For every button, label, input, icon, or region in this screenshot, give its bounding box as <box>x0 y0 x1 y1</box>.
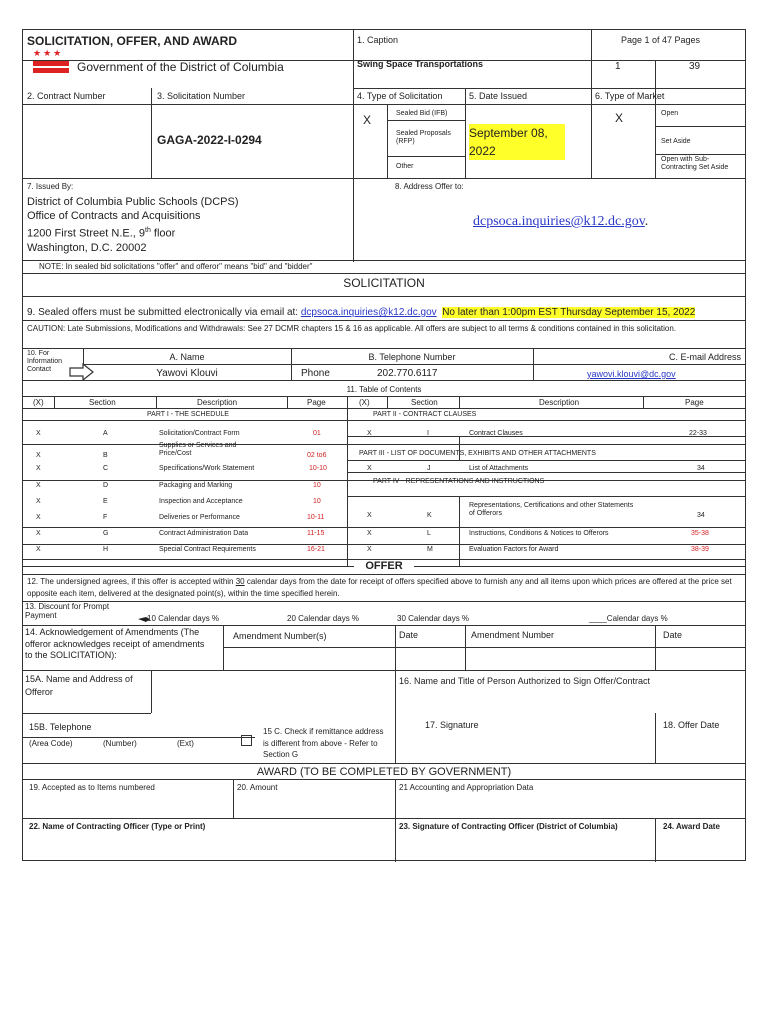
type-of-solicitation-label: 4. Type of Solicitation <box>357 91 443 101</box>
contact-phone: 202.770.6117 <box>377 368 438 379</box>
issued-by-line-4: Washington, D.C. 20002 <box>27 242 147 254</box>
toc-part-2: PART II - CONTRACT CLAUSES <box>373 411 477 418</box>
issued-by-label: 7. Issued By: <box>27 182 74 191</box>
name-column-head: A. Name <box>169 352 205 362</box>
issued-by-line-3: 1200 First Street N.E., 9th floor <box>27 227 176 240</box>
market-sub-contracting-option: Open with Sub-Contracting Set Aside <box>661 156 729 172</box>
contracting-officer-signature-label: 23. Signature of Contracting Officer (District of Columbia) <box>399 822 618 831</box>
accounting-data-label: 21 Accounting and Appropriation Data <box>399 783 534 792</box>
accepted-items-label: 19. Accepted as to Items numbered <box>29 783 155 792</box>
amendment-number-head: Amendment Number <box>471 630 555 640</box>
toc-part-3: PART III - LIST OF DOCUMENTS, EXHIBITS AND OTHER ATTACHMENTS <box>359 450 596 457</box>
toc-section-head-left: Section <box>89 398 116 407</box>
issued-by-line-2: Office of Contracts and Acquisitions <box>27 210 201 222</box>
dc-flag-icon: ★★★ <box>33 49 69 75</box>
date-issued-value: September 08, 2022 <box>469 124 565 160</box>
caption-value: Swing Space Transportations <box>357 59 484 69</box>
address-offer-email-link[interactable]: dcpsoca.inquiries@k12.dc.gov <box>473 214 645 229</box>
toc-description-head-left: Description <box>197 398 238 407</box>
type-of-market-label: 6. Type of Market <box>595 91 665 101</box>
toc-x-head-right: (X) <box>359 398 370 407</box>
ext-label: (Ext) <box>177 739 194 748</box>
caption-label: 1. Caption <box>357 35 399 45</box>
submission-email-link[interactable]: dcpsoca.inquiries@k12.dc.gov <box>300 307 437 318</box>
page-number-1: 1 <box>615 61 621 72</box>
toc-description-head-right: Description <box>539 398 580 407</box>
solicitation-number: GAGA-2022-I-0294 <box>157 133 262 147</box>
contact-email-link[interactable]: yawovi.klouvi@dc.gov <box>587 369 676 379</box>
page-number-2: 39 <box>689 61 701 72</box>
form-title: SOLICITATION, OFFER, AND AWARD <box>27 34 237 48</box>
government-name: Government of the District of Columbia <box>77 60 284 74</box>
amount-label: 20. Amount <box>237 783 278 792</box>
area-code-label: (Area Code) <box>29 739 73 748</box>
address-offer-label: 8. Address Offer to: <box>395 182 464 191</box>
open-market-checkmark: X <box>615 111 624 125</box>
remittance-label: 15 C. Check if remittance address is different from above - Refer to Section G <box>263 727 384 760</box>
solicitation-form: SOLICITATION, OFFER, AND AWARD ★★★ Government of the District of Columbia 1. Caption Swing Space Transportations Page 1 of 47 Pages 1 39 2. Contract Number 3. Solicitation Number GAGA-2022-I-0294 4. Type of Solicitation X Sealed Bid (IFB) Sealed Proposals (RFP) Other 5. Date Issued September 08, 2022 6. Type of Market X Open Set Aside Open with Sub-Contracting Set Aside 7. Issued By: District of Columbia Public Schools (DCPS) Office of Contracts and Acquisitions 1200 First Street N.E., 9th floor Washington, D.C. 20002 8. Address Offer to: dcpsoca.inquiries@k12.dc.gov. NOTE: In sealed bid solicitations "offer" and offeror" means "bid" and "bidder" SOLICITATION 9. Sealed offers must be submitted electronically via email at: dcpsoca.inquiries@k12.dc.gov No later than 1:00pm EST Thursday September 15, 2022 CAUTION: Late Submissions, Modifications and Withdrawals: See 27 DCMR chapters 15 & 16 as applicable. All offers are subject to all terms & conditions contained in this solicitation. 10. For Information Contact A. Name Yawovi Klouvi B. Telephone Number Phone 202.770.6117 C. E-mail Address yawovi.klouvi@dc.gov 11. Table of Contents (X) Section Description Page (X) Section Description Page PART I - THE SCHEDULE PART II - CONTRACT CLAUSES PART III - LIST OF DOCUMENTS, EXHIBITS AND OTHER ATTACHMENTS PART IV - REPRESENTATIONS AND INSTRUCTIONS X A Solicitation/Contract Form 01 X B Supplies or Services and Price/Cost 02 to6 X C Specifications/Work Statement 10-10 X D Packaging and Marking 10 X E Inspection and Acceptance 10 X F Deliveries or Performance 10-11 X G Contract Administration Data 11-15 X H Special Contract Requirements 16-21 X I Contract Clauses 22-33 X J List of Attachments 34 X K Representations, Certifications and other Statements of Offerors 34 X L Instructions, Conditions & Notices to Offerors 35-38 X M Evaluation Factors for Award 38-39 OFFER 12. The undersigned agrees, if this offer is accepted within 30 calendar days from the date for receipt of offers specified above to furnish any and all items upon which prices are offered at the price set opposite each item, delivered at the designated point(s), within the time specified herein. 13. Discount for Prompt Payment 10 Calendar days % 20 Calendar days % 30 Calendar days % ____Calendar days % 14. Acknowledgement of Amendments (The offeror acknowledges receipt of amendments to the SOLICITATION): Amendment Number(s) Date Amendment Number Date 15A. Name and Address of Offeror 16. Name and Title of Person Authorized to Sign Offer/Contract 15B. Telephone (Area Code) (Number) (Ext) 15 C. Check if remittance address is different from above - Refer to Section G 17. Signature 18. Offer Date AWARD (TO BE COMPLETED BY GOVERNMENT) 19. Accepted as to Items numbered 20. Amount 21 Accounting and Appropriation Data 22. Name of Contracting Officer (Type or Print) 23. Signature of Contracting Officer (District of Columbia) 24. Award Date <box>22 29 746 861</box>
market-open-option: Open <box>661 110 679 117</box>
table-of-contents-label: 11. Table of Contents <box>346 385 422 394</box>
contract-number-label: 2. Contract Number <box>27 91 106 101</box>
amendment-date-head-1: Date <box>399 630 419 640</box>
remittance-checkbox[interactable] <box>241 735 252 746</box>
caution-notice: CAUTION: Late Submissions, Modifications and Withdrawals: See 27 DCMR chapters 15 & 16 as applicable. All offers are subject to all terms & conditions contained in this solicitation. <box>27 324 677 333</box>
date-issued-label: 5. Date Issued <box>469 91 528 101</box>
toc-page-head-right: Page <box>685 398 704 407</box>
telephone-column-head: B. Telephone Number <box>368 352 456 362</box>
discount-30-days: 30 Calendar days % <box>397 614 470 623</box>
discount-calendar-days: ____Calendar days % <box>589 614 668 623</box>
number-label: (Number) <box>103 739 137 748</box>
sealed-bid-option: Sealed Bid (IFB) <box>396 110 448 117</box>
sealed-proposals-option: Sealed Proposals (RFP) <box>396 130 451 146</box>
phone-label: Phone <box>301 368 330 379</box>
award-heading: AWARD (TO BE COMPLETED BY GOVERNMENT) <box>256 766 512 778</box>
solicitation-number-label: 3. Solicitation Number <box>157 91 246 101</box>
toc-section-head-right: Section <box>411 398 438 407</box>
sealed-bid-note: NOTE: In sealed bid solicitations "offer" and offeror" means "bid" and "bidder" <box>39 262 313 271</box>
info-contact-label: 10. For Information Contact <box>27 350 63 374</box>
paragraph-12: 12. The undersigned agrees, if this offer is accepted within 30 calendar days from the date for receipt of offers specified above to furnish any and all items upon which prices are offered at the price set opposite each item, delivered at the designated point(s), within the time specified herein. <box>27 577 732 598</box>
amendment-numbers-head: Amendment Number(s) <box>233 631 327 641</box>
offer-date-label: 18. Offer Date <box>663 720 720 730</box>
discount-label: 13. Discount for Prompt Payment <box>25 602 110 621</box>
other-option: Other <box>396 163 414 170</box>
toc-page-head-left: Page <box>307 398 326 407</box>
toc-part-1: PART I - THE SCHEDULE <box>147 411 229 418</box>
signature-label: 17. Signature <box>425 720 479 730</box>
name-title-label: 16. Name and Title of Person Authorized to Sign Offer/Contract <box>399 676 650 686</box>
toc-x-head-left: (X) <box>33 398 44 407</box>
contact-name: Yawovi Klouvi <box>156 368 218 379</box>
discount-10-days: 10 Calendar days % <box>147 614 220 623</box>
market-set-aside-option: Set Aside <box>661 138 691 145</box>
acknowledgement-label: 14. Acknowledgement of Amendments (The offeror acknowledges receipt of amendments to the SOLICITATION): <box>25 627 205 661</box>
page-info: Page 1 of 47 Pages <box>621 35 701 45</box>
amendment-date-head-2: Date <box>663 630 683 640</box>
solicitation-heading: SOLICITATION <box>343 276 425 290</box>
name-address-label: 15A. Name and Address of Offeror <box>25 674 133 697</box>
submission-deadline: No later than 1:00pm EST Thursday September 15, 2022 <box>442 307 696 318</box>
address-offer-value: dcpsoca.inquiries@k12.dc.gov. <box>473 214 649 229</box>
sealed-bid-checkmark: X <box>363 113 372 127</box>
line-9-submission: 9. Sealed offers must be submitted electronically via email at: dcpsoca.inquiries@k12.dc.gov No later than 1:00pm EST Thursday September 15, 2022 <box>27 307 696 318</box>
telephone-label: 15B. Telephone <box>29 722 92 732</box>
email-column-head: C. E-mail Address <box>668 352 741 362</box>
toc-part-4: PART IV - REPRESENTATIONS AND INSTRUCTIONS <box>373 478 545 485</box>
issued-by-line-1: District of Columbia Public Schools (DCPS) <box>27 196 239 208</box>
discount-20-days: 20 Calendar days % <box>287 614 360 623</box>
contracting-officer-name-label: 22. Name of Contracting Officer (Type or Print) <box>29 822 206 831</box>
award-date-label: 24. Award Date <box>663 822 720 831</box>
offer-heading: OFFER <box>354 560 414 573</box>
